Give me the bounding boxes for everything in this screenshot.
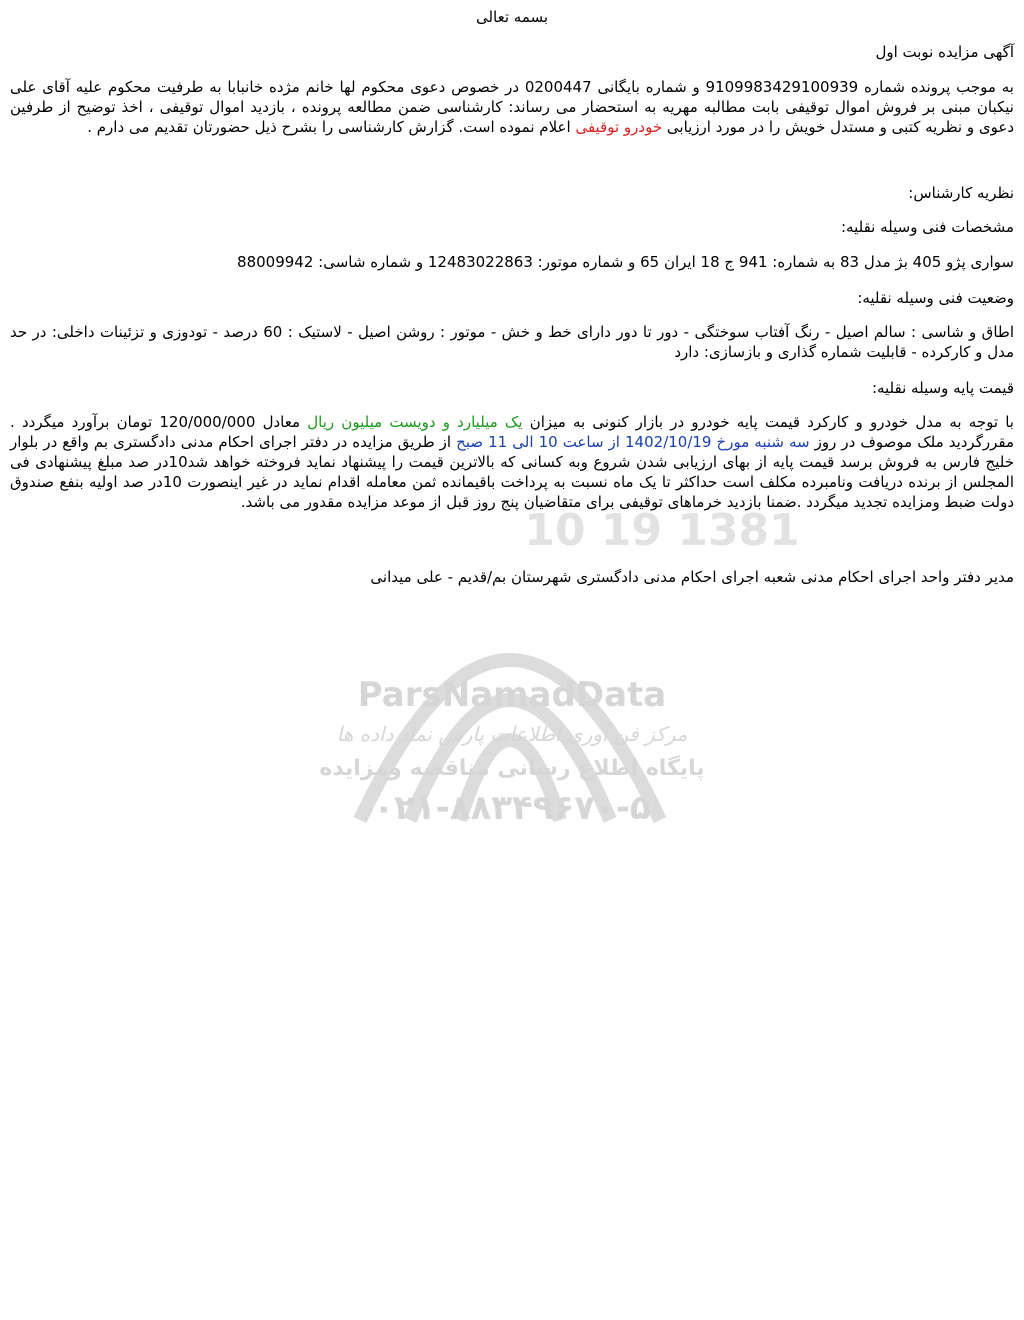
price-text-1: با توجه به مدل خودرو و کارکرد قیمت پایه خودرو در بازار کنونی به میزان [529,413,1014,431]
signature-line: مدیر دفتر واحد اجرای احکام مدنی شعبه اجرای احکام مدنی دادگستری شهرستان بم/قدیم - علی میدانی [370,568,1014,586]
watermark-phone: ۰۲۱-۸۸۳۴۹۶۷۰-۵ [373,788,651,828]
expert-opinion-heading: نظریه کارشناس: [908,184,1014,202]
price-amount-words: یک میلیارد و دویست میلیون ریال [307,413,523,431]
intro-text-2: اعلام نموده است. گزارش کارشناسی را بشرح ذیل حضورتان تقدیم می دارم . [87,118,571,136]
watermark-line1: مرکز فن آوری اطلاعات پارس نماد داده ها [336,722,688,746]
price-text-3: از طریق مزایده در دفتر اجرای احکام مدنی دادگستری بم واقع در بلوار خلیج فارس به فروش برسد قیمت پایه از بهای ارزیابی شدن شروع وبه کسانی که بالاترین قیمت را پیشنهاد نماید فروخته خواهد شد10در صد مبلغ پیشنهادی فی المجلس از برنده دریافت ونامبرده مکلف است حداکثر تا یک ماه نسبت به پرداخت باقیمانده ثمن معامله اقدام نماید در غیر اینصورت 10در صد اولیه بنفع صندوق دولت ضبط ومزایده تجدید میگردد .ضمنا بازدید خرماهای توقیفی برای متقاضیان پنج روز قبل از موعد مزایده مقدور می باشد. [10,433,1014,511]
watermark-line2: پایگاه اطلاع رسانی مناقصه ومزایده [319,756,705,781]
specs-heading: مشخصات فنی وسیله نقلیه: [841,218,1014,236]
price-heading: قیمت پایه وسیله نقلیه: [871,379,1014,397]
document-title: بسمه تعالی [475,8,549,26]
notice-subtitle: آگهی مزایده نوبت اول [875,43,1014,61]
auction-date-time: سه شنبه مورخ 1402/10/19 از ساعت 10 الی 11 صبح [456,433,810,451]
intro-paragraph [10,77,1014,137]
intro-text-1: به موجب پرونده شماره 9109983429100939 و شماره بایگانی 0200447 در خصوص دعوی محکوم لها خانم مژده خانبابا به طرفیت محکوم علیه آقای علی نیکبان مبنی بر فروش اموال توقیفی بابت مطالبه مهریه به استحضار می رساند: کارشناسی ضمن مطالعه پرونده ، بازدید اموال توقیفی ، اخذ توضیح از طرفین دعوی و نظریه کتبی و مستدل خویش را در مورد ارزیابی [10,78,1014,136]
watermark-brand: ParsNamadData [357,675,667,715]
specs-text: سواری پژو 405 بژ مدل 83 به شماره: 941 ج 18 ایران 65 و شماره موتور: 12483022863 و شماره شاسی: 88009942 [237,253,1014,271]
price-paragraph [10,412,1014,512]
condition-text: اطاق و شاسی : سالم اصیل - رنگ آفتاب سوختگی - دور تا دور دارای خط و خش - موتور : روشن اصیل - لاستیک : 60 درصد - تودوزی و تزئینات داخلی: در حد مدل و کارکرده - قابلیت شماره گذاری و بازسازی: دارد [10,323,1014,361]
intro-highlight: خودرو توقیفی [575,118,663,136]
price-text-2: معادل 120/000/000 تومان برآورد میگردد . مقررگردید ملک موصوف در روز [10,413,1014,451]
watermark-digits: 1381 19 10 [524,505,800,556]
condition-heading: وضعیت فنی وسیله نقلیه: [857,289,1014,307]
